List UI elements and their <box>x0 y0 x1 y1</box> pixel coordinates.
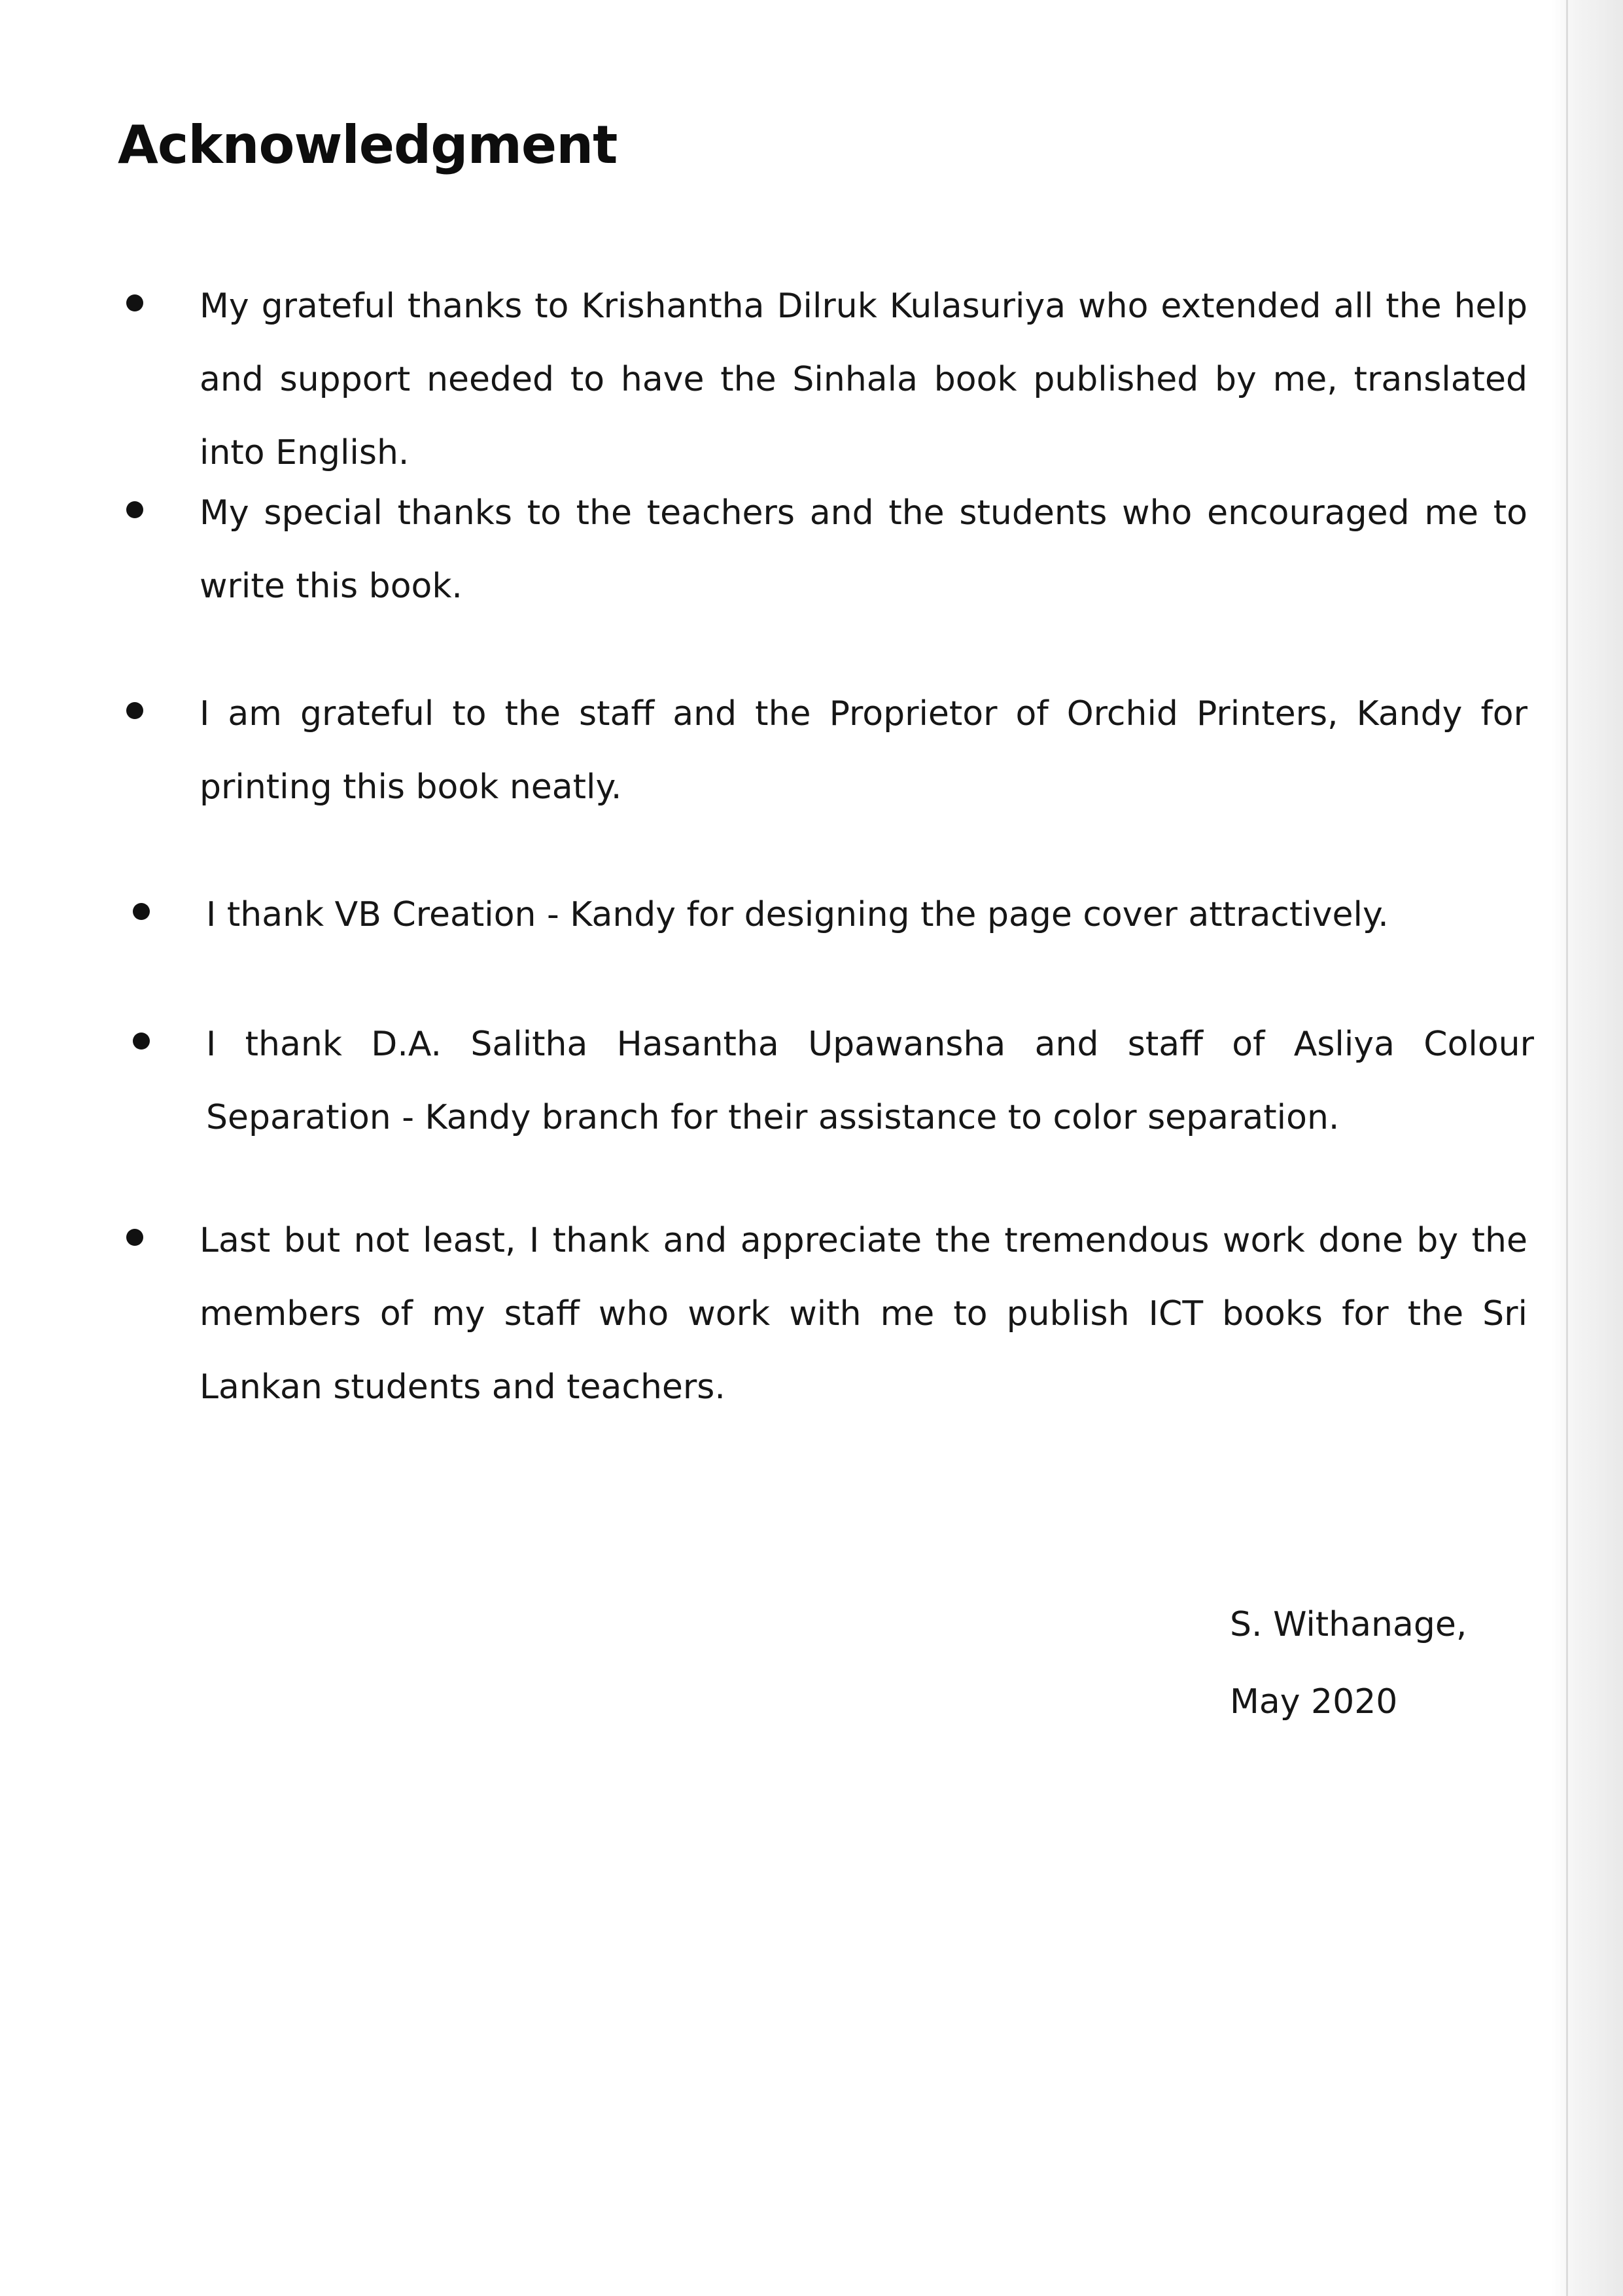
list-item-text: Last but not least, I thank and appreciate the tremendous work done by the members of my staff who work with me to publish ICT books for the Sri Lankan students and teachers. <box>200 1221 1527 1407</box>
scan-edge-shadow <box>1551 0 1623 2296</box>
list-item <box>206 878 1534 951</box>
page-title: Acknowledgment <box>118 115 618 175</box>
list-item-text: My grateful thanks to Krishantha Dilruk Kulasuriya who extended all the help and support needed to have the Sinhala book published by me, translated into English. <box>200 287 1527 472</box>
bullet-icon <box>126 1229 143 1246</box>
bullet-icon <box>126 294 143 311</box>
list-item <box>200 270 1527 489</box>
bullet-icon <box>126 702 143 719</box>
list-item-text: My special thanks to the teachers and the students who encouraged me to write this book. <box>200 493 1527 606</box>
list-item-text: I thank D.A. Salitha Hasantha Upawansha and staff of Asliya Colour Separation - Kandy branch for their assistance to color separation. <box>206 1025 1534 1137</box>
signature-block <box>1230 1586 1467 1740</box>
list-item <box>200 476 1527 623</box>
list-item-text: I thank VB Creation - Kandy for designing the page cover attractively. <box>206 895 1389 934</box>
list-item <box>200 677 1527 824</box>
list-item <box>206 1008 1534 1154</box>
bullet-icon <box>133 1033 150 1050</box>
bullet-icon <box>133 903 150 920</box>
list-item <box>200 1204 1527 1424</box>
signature-name: S. Withanage, <box>1230 1605 1467 1644</box>
list-item-text: I am grateful to the staff and the Proprietor of Orchid Printers, Kandy for printing this book neatly. <box>200 694 1527 807</box>
scan-edge-line <box>1566 0 1568 2296</box>
signature-date: May 2020 <box>1230 1682 1398 1722</box>
bullet-icon <box>126 501 143 518</box>
